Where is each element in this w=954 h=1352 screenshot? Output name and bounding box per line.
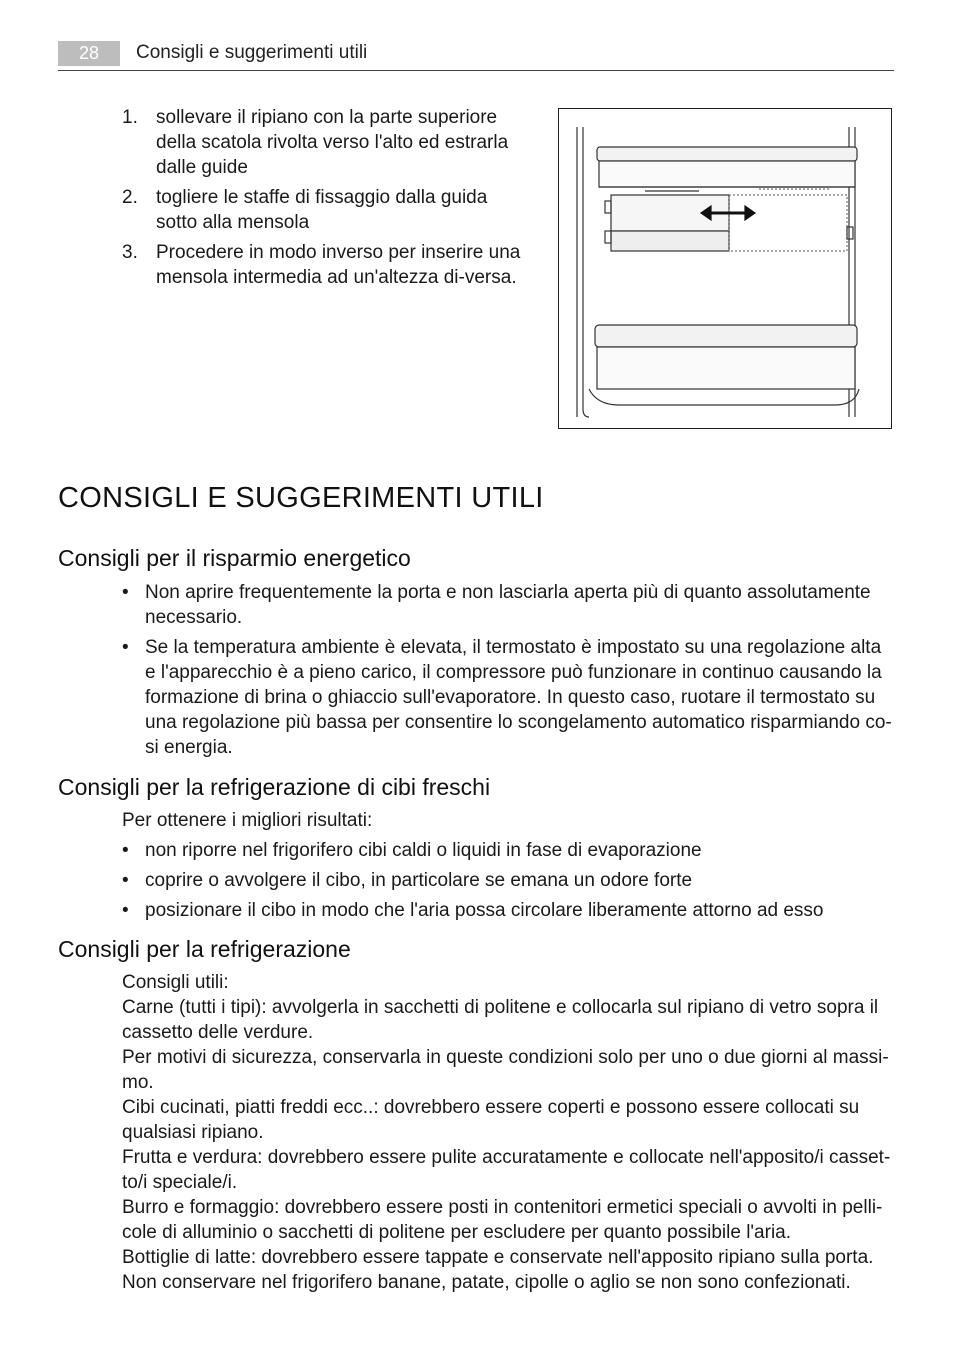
list-item: • posizionare il cibo in modo che l'aria possa circolare liberamente attorno ad esso bbox=[122, 898, 894, 923]
refrigeration-heading: Consigli per la refrigerazione bbox=[58, 936, 351, 962]
fresh-heading: Consigli per la refrigerazione di cibi freschi bbox=[58, 774, 491, 800]
step-number: 3. bbox=[122, 242, 138, 263]
energy-heading: Consigli per il risparmio energetico bbox=[58, 545, 411, 571]
step-text: Procedere in modo inverso per inserire una mensola intermedia ad un'altezza di-versa. bbox=[156, 242, 521, 288]
step-text: togliere le staffe di fissaggio dalla guida sotto alla mensola bbox=[156, 187, 488, 233]
step-number: 2. bbox=[122, 187, 138, 208]
tip-line: Per motivi di sicurezza, conservarla in queste condizioni solo per uno o due giorni al massi-mo. bbox=[122, 1047, 889, 1093]
tip-line: Bottiglie di latte: dovrebbero essere tappate e conservate nell'apposito ripiano sulla porta. bbox=[122, 1247, 874, 1268]
instruction-steps bbox=[122, 105, 522, 295]
shelf-illustration bbox=[558, 108, 892, 429]
fresh-list bbox=[122, 838, 894, 928]
tip-line: Non conservare nel frigorifero banane, patate, cipolle o aglio se non sono confezionati. bbox=[122, 1272, 851, 1293]
tip-line: Carne (tutti i tipi): avvolgerla in sacchetti di politene e collocarla sul ripiano di vetro sopra il cassetto delle verdure. bbox=[122, 997, 879, 1043]
list-item: • Non aprire frequentemente la porta e non lasciarla aperta più di quanto assolutamente necessario. bbox=[122, 580, 894, 630]
fridge-interior-drawing bbox=[559, 109, 891, 428]
step-number: 1. bbox=[122, 107, 138, 128]
energy-list bbox=[122, 580, 894, 765]
page-number: 28 bbox=[58, 41, 120, 66]
list-item: • Se la temperatura ambiente è elevata, il termostato è impostato su una regolazione alta e l'apparecchio è a pieno carico, il compressore può funzionare in continuo causando la formazione di brina o ghiaccio sull'evaporatore. In questo caso, ruotare il termostato su una regolazione più bassa per consentire lo scongelamento automatico risparmiando co-si energia. bbox=[122, 635, 894, 760]
refrigeration-tips bbox=[122, 970, 894, 1295]
section-title: CONSIGLI E SUGGERIMENTI UTILI bbox=[58, 482, 544, 514]
page-header bbox=[58, 40, 894, 71]
step-item bbox=[122, 185, 522, 235]
tip-line: Burro e formaggio: dovrebbero essere posti in contenitori ermetici speciali o avvolti in pelli-cole di alluminio o sacchetti di politene per escludere per quanto possibile l'aria. bbox=[122, 1197, 883, 1243]
tip-line: Frutta e verdura: dovrebbero essere pulite accuratamente e collocate nell'apposito/i casset-to/i speciale/i. bbox=[122, 1147, 891, 1193]
list-item: • coprire o avvolgere il cibo, in particolare se emana un odore forte bbox=[122, 868, 894, 893]
step-item bbox=[122, 240, 522, 290]
step-text: sollevare il ripiano con la parte superiore della scatola rivolta verso l'alto ed estrarla dalle guide bbox=[156, 107, 509, 178]
tip-line: Consigli utili: bbox=[122, 972, 229, 993]
step-item bbox=[122, 105, 522, 180]
fresh-intro: Per ottenere i migliori risultati: bbox=[122, 810, 373, 831]
header-title: Consigli e suggerimenti utili bbox=[136, 42, 368, 63]
tip-line: Cibi cucinati, piatti freddi ecc..: dovrebbero essere coperti e possono essere collocati su qualsiasi ripiano. bbox=[122, 1097, 860, 1143]
list-item: • non riporre nel frigorifero cibi caldi o liquidi in fase di evaporazione bbox=[122, 838, 894, 863]
